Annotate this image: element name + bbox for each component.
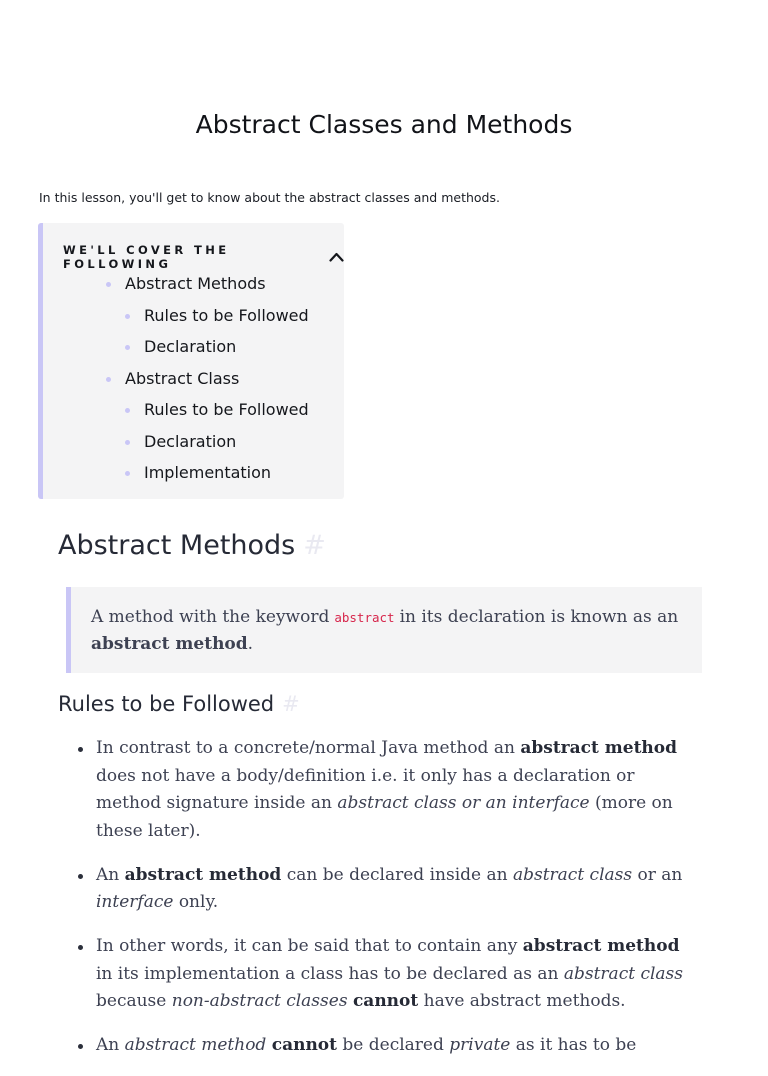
toc-toggle[interactable] [63, 243, 344, 271]
toc-item-implementation[interactable]: Implementation [43, 460, 309, 492]
toc-item-abstract-class[interactable]: Abstract Class [43, 366, 309, 398]
toc-list [43, 271, 309, 492]
bullet-icon [125, 408, 130, 413]
table-of-contents [38, 223, 344, 499]
lesson-intro: In this lesson, you'll get to know about the abstract classes and methods. [39, 190, 500, 205]
bullet-icon [106, 282, 111, 287]
bullet-icon [125, 314, 130, 319]
heading-anchor-link[interactable]: # [282, 692, 300, 716]
section-heading: Abstract Methods # [58, 530, 326, 561]
toc-item-declaration-class[interactable]: Declaration [43, 429, 309, 461]
bullet-icon [106, 377, 111, 382]
bullet-icon [125, 345, 130, 350]
chevron-up-icon [329, 252, 344, 262]
rule-item: An abstract method can be declared inside an abstract class or an interface only. [78, 862, 698, 917]
rules-list [78, 735, 698, 1076]
definition-callout: A method with the keyword abstract in its declaration is known as an abstract method. [66, 587, 702, 673]
toc-item-declaration-methods[interactable]: Declaration [43, 334, 309, 366]
rule-item: In contrast to a concrete/normal Java method an abstract method does not have a body/definition i.e. it only has a declaration or method signature inside an abstract class or an interface (more on these later). [78, 735, 698, 845]
subsection-heading: Rules to be Followed # [58, 692, 300, 716]
toc-item-rules-class[interactable]: Rules to be Followed [43, 397, 309, 429]
toc-item-abstract-methods[interactable]: Abstract Methods [43, 271, 309, 303]
bullet-icon [125, 471, 130, 476]
rule-item: An abstract method cannot be declared private as it has to be [78, 1032, 698, 1060]
toc-header-label: WE'LL COVER THE FOLLOWING [63, 243, 230, 271]
bullet-icon [125, 440, 130, 445]
code-keyword: abstract [334, 610, 395, 625]
rule-item: In other words, it can be said that to contain any abstract method in its implementation a class has to be declared as an abstract class because non-abstract classes cannot have abstract methods. [78, 933, 698, 1016]
toc-item-rules-methods[interactable]: Rules to be Followed [43, 303, 309, 335]
page-title: Abstract Classes and Methods [195, 110, 573, 139]
heading-anchor-link[interactable]: # [303, 530, 326, 561]
